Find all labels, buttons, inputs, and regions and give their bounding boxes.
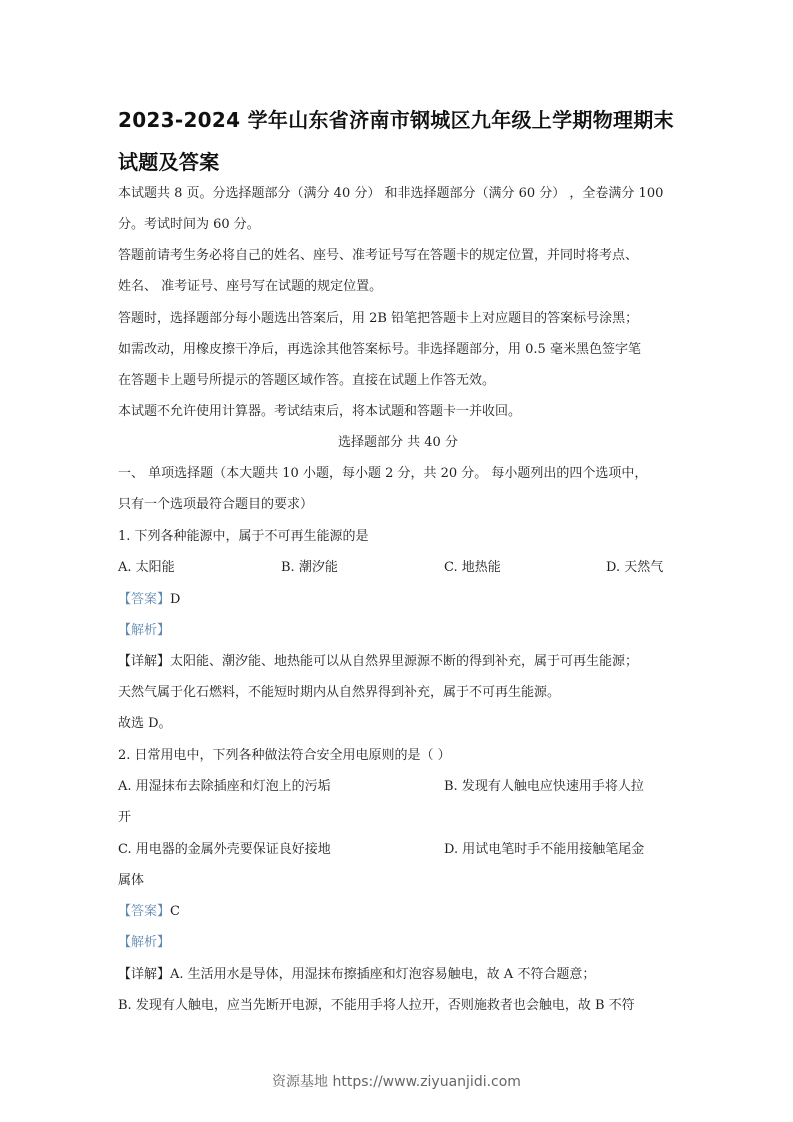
question-1-detail-line — [118, 653, 678, 671]
question-2-analysis — [118, 934, 678, 952]
question-2-detail-line: B. 发现有人触电，应当先断开电源，不能用手将人拉开，否则施救者也会触电，故 B 不符 — [118, 998, 635, 1013]
question-2-option-b: B. 发现有人触电应快速用手将人拉 — [444, 779, 644, 794]
question-1-option-d: D. 天然气 — [606, 560, 664, 575]
detail-text: A. 生活用水是导体，用湿抹布擦插座和灯泡容易触电，故 A 不符合题意； — [170, 967, 596, 982]
detail-tag: 【详解】 — [118, 654, 171, 669]
question-2-stem: 2. 日常用电中，下列各种做法符合安全用电原则的是（ ） — [118, 748, 451, 763]
instruction-line: 在答题卡上题号所提示的答题区域作答。直接在试题上作答无效。 — [118, 373, 496, 388]
section-heading: 选择题部分 共 40 分 — [338, 435, 458, 450]
document-title-line-2: 试题及答案 — [118, 150, 220, 174]
footer-watermark-link[interactable]: 资源基地 https://www.ziyuanjidi.com — [272, 1074, 521, 1090]
instruction-line: 如需改动，用橡皮擦干净后，再选涂其他答案标号。非选择题部分，用 0.5 毫米黑色签字笔 — [118, 342, 641, 357]
question-1-answer — [118, 591, 678, 609]
question-1-stem: 1. 下列各种能源中，属于不可再生能源的是 — [118, 529, 369, 544]
instruction-line: 本试题不允许使用计算器。考试结束后，将本试题和答题卡一并收回。 — [118, 404, 522, 419]
instruction-line: 答题前请考生务必将自己的姓名、座号、准考证号写在答题卡的规定位置，并同时将考点、 — [118, 248, 639, 263]
question-2-option-b-cont: 开 — [118, 810, 132, 825]
question-2-option-d: D. 用试电笔时手不能用接触笔尾金 — [444, 842, 645, 857]
question-1-option-c: C. 地热能 — [444, 560, 501, 575]
analysis-tag: 【解析】 — [118, 623, 171, 638]
question-2-option-a: A. 用湿抹布去除插座和灯泡上的污垢 — [118, 779, 331, 794]
answer-value: C — [170, 904, 180, 919]
question-2-answer — [118, 903, 678, 921]
instruction-line: 分。考试时间为 60 分。 — [118, 217, 260, 232]
question-1-analysis — [118, 622, 678, 640]
question-2-option-c: C. 用电器的金属外壳要保证良好接地 — [118, 842, 331, 857]
detail-text: 太阳能、潮汐能、地热能可以从自然界里源源不断的得到补充，属于可再生能源； — [170, 654, 639, 669]
instruction-line: 答题时，选择题部分每小题选出答案后，用 2B 铅笔把答题卡上对应题目的答案标号涂黑； — [118, 311, 639, 326]
question-1-option-a: A. 太阳能 — [118, 560, 175, 575]
question-1-detail-line: 天然气属于化石燃料，不能短时期内从自然界得到补充，属于不可再生能源。 — [118, 685, 561, 700]
answer-value: D — [170, 592, 181, 607]
part-one-heading: 一、 单项选择题（本大题共 10 小题，每小题 2 分，共 20 分。 每小题列出的四个选项中， — [118, 466, 648, 481]
instruction-line: 姓名、 准考证号、座号写在试题的规定位置。 — [118, 279, 383, 294]
document-title-line-1: 2023-2024 学年山东省济南市钢城区九年级上学期物理期末 — [118, 108, 674, 132]
analysis-tag: 【解析】 — [118, 935, 171, 950]
question-2-detail-line — [118, 966, 678, 984]
answer-tag: 【答案】 — [118, 904, 171, 919]
question-1-option-b: B. 潮汐能 — [281, 560, 338, 575]
answer-tag: 【答案】 — [118, 592, 171, 607]
part-one-heading-cont: 只有一个选项最符合题目的要求） — [118, 497, 314, 512]
instruction-line: 本试题共 8 页。分选择题部分（满分 40 分） 和非选择题部分（满分 60 分） ，全卷满分 100 — [118, 186, 664, 201]
question-2-option-d-cont: 属体 — [118, 873, 145, 888]
question-1-conclusion: 故选 D。 — [118, 716, 172, 731]
detail-tag: 【详解】 — [118, 967, 171, 982]
